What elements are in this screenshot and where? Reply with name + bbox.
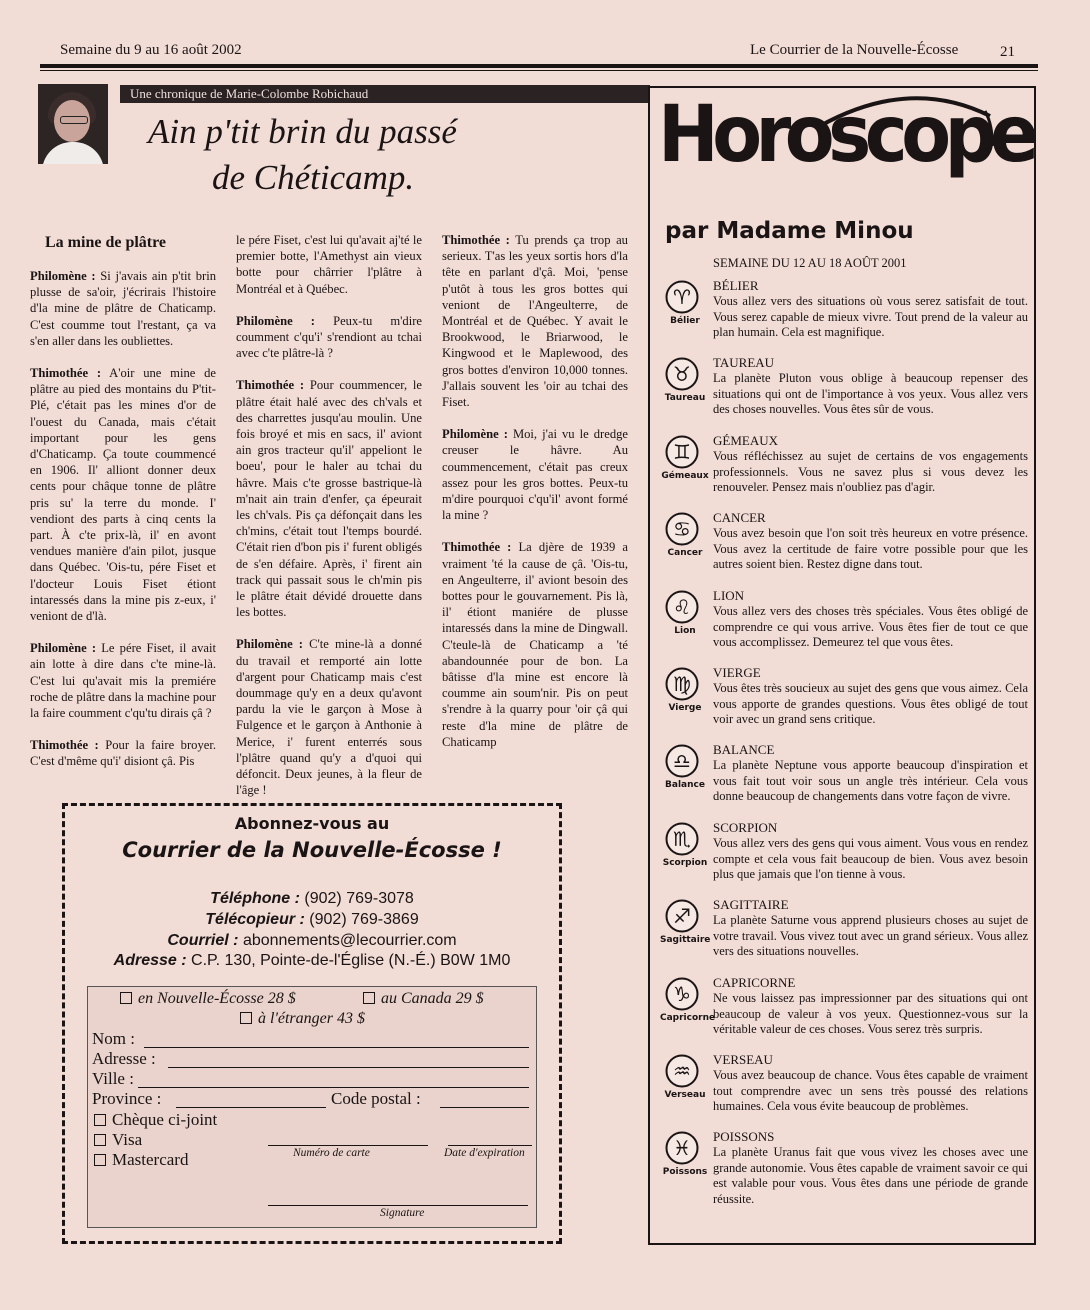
address-label: Adresse : (113, 952, 187, 969)
paragraph-text: Si j'avais ain p'tit brin plusse de sa'oir, j'écrirais l'histoire d'la mine de plâtre de Chaticamp. C'est coumme tout l'restant, ça va s'en aller dans les oubliettes. (30, 269, 217, 348)
zodiac-scorpion-icon (665, 822, 699, 856)
author-photo (38, 84, 108, 164)
sign-icon-label: Lion (674, 626, 696, 636)
speaker-name: Philomène : (236, 637, 303, 652)
sign-forecast: La planète Uranus fait que vous vivez les choses avec une grande autonomie. Vous êtes capable de vraiment savoir ce qui est valable pour vous. Vous êtes dans une période de grande réussite. (713, 1145, 1028, 1206)
speaker-name: Philomène : (30, 269, 96, 283)
card-number-caption: Numéro de carte (293, 1147, 370, 1159)
sign-name: CANCER (713, 510, 766, 525)
fax-value: (902) 769-3869 (309, 911, 419, 928)
header-rule-thin (40, 70, 1038, 71)
checkbox-icon (240, 1012, 252, 1024)
province-input[interactable] (176, 1107, 326, 1108)
speaker-name: Philomène : (442, 427, 508, 442)
sign-forecast: Vous allez vers des choses très spéciales. Vous êtes obligé de comprendre ce qui vous arrive. Vous êtes fier de tout ce que vous accomplissez. Demeurez tel que vous êtes. (713, 604, 1028, 649)
sign-name: CAPRICORNE (713, 975, 796, 990)
phone-value: (902) 769-3078 (304, 890, 414, 907)
paragraph-text: Pour coummencer, le plâtre était halé avec des ch'vals et des charrettes jusqu'au moulin. Une fois broyé et mis en sacs, il' aviont ain gros tracteur qu'il' appeliont le boeu', pour le haler au tchai du hâvre. Mais c'te grosse bastrique-là m'nait ain train d'enfer, ça épeurait les ch'vals. Pis ça défonçait dans les ch'mins, c'était tout l'temps bourdé. C'était rien d'bon pis i' furent obligés de s'en défaire. Après, i' firent ain track qui passait sous le ch'min pis le plâtre était dévidé drouette dans les bottes. (236, 378, 422, 620)
article-paragraph (442, 426, 628, 523)
article-paragraph (442, 232, 628, 410)
sign-icon-label: Sagittaire (660, 935, 711, 945)
payment-visa[interactable]: Visa (94, 1130, 142, 1150)
header-rule (40, 64, 1038, 68)
zodiac-sagittaire-icon (665, 899, 699, 933)
sign-name: POISSONS (713, 1129, 775, 1144)
paragraph-text: Moi, j'ai vu le dredge creuser le hâvre. Au coummencement, c'était pas creux assez pour les gros bottes. Peux-tu m'dire pourquoi c'qu'il' avont formé la mine ? (442, 427, 629, 523)
sign-name: VIERGE (713, 665, 761, 680)
article-paragraph (442, 539, 628, 750)
sign-name: TAUREAU (713, 355, 775, 370)
sign-name: SAGITTAIRE (713, 897, 789, 912)
email-line (65, 932, 559, 950)
page-number: 21 (1000, 44, 1015, 60)
article-paragraph (236, 636, 422, 798)
speaker-name: Thimothée : (442, 233, 510, 247)
sign-forecast: Vous avez beaucoup de chance. Vous êtes capable de vraiment tout comprendre avec un sens très poussé des relations humaines. Cela vous évite beaucoup de problèmes. (713, 1068, 1028, 1113)
postal-input[interactable] (440, 1107, 529, 1108)
expiry-input[interactable] (448, 1145, 532, 1146)
option-nouvelle-ecosse[interactable]: en Nouvelle-Écosse 28 $ (120, 990, 296, 1008)
option-canada[interactable]: au Canada 29 $ (363, 990, 484, 1008)
article-paragraph (30, 737, 216, 769)
sign-icon-label: Gémeaux (661, 471, 709, 481)
email-label: Courriel : (167, 932, 239, 949)
svg-text:♎: ♎ (673, 749, 691, 773)
sign-icon-label: Poissons (662, 1167, 708, 1177)
svg-text:♓: ♓ (673, 1136, 691, 1160)
horoscope-title: Horoscope (658, 90, 1033, 180)
chronicle-title-line2: de Chéticamp. (212, 158, 415, 197)
city-field-label: Ville : (92, 1069, 134, 1088)
province-field-label: Province : (92, 1089, 162, 1108)
sign-forecast: Vous allez vers des situations où vous serez satisfait de tout. Vous serez capable de mieux vivre. Tout prend de la valeur au plan humain. Cela est magnifique. (713, 294, 1028, 339)
sign-forecast: La planète Pluton vous oblige à beaucoup repenser des situations qui ont de l'importance à vos yeux. Vous allez vers des choses nouvelles. Vous êtes sûr de vous. (713, 371, 1028, 416)
horoscope-week: SEMAINE DU 12 AU 18 AOÛT 2001 (713, 256, 907, 270)
article-column-2 (236, 232, 422, 815)
address-value: C.P. 130, Pointe-de-l'Église (N.-É.) B0W 1M0 (191, 952, 511, 969)
signature-input[interactable] (268, 1205, 528, 1206)
horoscope-author: par Madame Minou (665, 218, 914, 244)
zodiac-capricorne-icon (665, 977, 699, 1011)
sign-forecast: Ne vous laissez pas impressionner par des situations qui ont beaucoup de valeur à vos yeux. Questionnez-vous sur la véritable valeur de ces choses. Vous serez très surpris. (713, 991, 1028, 1036)
checkbox-icon (363, 992, 375, 1004)
paragraph-text: le pére Fiset, c'est lui qu'avait aj'té le premier botte, l'Amethyst ain vieux botte pour chârrier l'plâtre à Montréal et à Québec. (236, 233, 422, 296)
zodiac-vierge-icon (665, 667, 699, 701)
zodiac-lion-icon (665, 590, 699, 624)
header-date: Semaine du 9 au 16 août 2002 (60, 42, 242, 58)
speaker-name: Thimothée : (30, 366, 102, 381)
name-field-label: Nom : (92, 1029, 135, 1048)
sign-forecast: La planète Saturne vous apprend plusieurs choses au sujet de votre travail. Vous vivez tout avec un grand sérieux. Vous allez vers des situations nouvelles. (713, 913, 1028, 958)
payment-mastercard[interactable]: Mastercard (94, 1150, 188, 1170)
article-column-3 (442, 232, 628, 766)
article-paragraph (236, 377, 422, 620)
subscription-paper-name: Courrier de la Nouvelle-Écosse ! (122, 838, 502, 862)
zodiac-bélier-icon (665, 280, 699, 314)
zodiac-poissons-icon (665, 1131, 699, 1165)
name-input[interactable] (144, 1047, 529, 1048)
paragraph-text: Peux-tu m'dire coumment c'qu'i' s'rendiont au tchai avec c'te plâtre-là ? (236, 313, 422, 361)
address-field-label: Adresse : (92, 1049, 156, 1068)
phone-label: Téléphone : (210, 890, 300, 907)
svg-text:♋: ♋ (673, 517, 691, 541)
speaker-name: Philomène : (236, 313, 315, 328)
speaker-name: Thimothée : (442, 540, 512, 555)
svg-text:♈: ♈ (673, 285, 691, 309)
checkbox-icon (120, 992, 132, 1004)
article-paragraph (236, 232, 422, 297)
checkbox-icon (94, 1134, 106, 1146)
zodiac-taureau-icon (665, 357, 699, 391)
svg-text:♒: ♒ (673, 1059, 691, 1083)
sign-name: GÉMEAUX (713, 433, 778, 448)
option-etranger[interactable]: à l'étranger 43 $ (240, 1010, 365, 1028)
sign-icon-label: Taureau (664, 393, 706, 403)
svg-text:♉: ♉ (673, 362, 691, 386)
sign-icon-label: Balance (665, 780, 705, 790)
svg-text:♌: ♌ (673, 595, 691, 619)
zodiac-cancer-icon (665, 512, 699, 546)
sign-icon-label: Capricorne (660, 1013, 716, 1023)
chronicle-title-line1: Ain p'tit brin du passé (148, 112, 457, 151)
address-input[interactable] (168, 1067, 529, 1068)
svg-text:♏: ♏ (673, 827, 691, 851)
expiry-caption: Date d'expiration (444, 1147, 525, 1159)
zodiac-verseau-icon (665, 1054, 699, 1088)
sign-name: BALANCE (713, 742, 775, 757)
sign-icon-label: Cancer (667, 548, 703, 558)
svg-text:♊: ♊ (673, 440, 691, 464)
speaker-name: Philomène : (30, 641, 97, 656)
paragraph-text: C'te mine-là a donné du travail et remporté ain lotte d'argent pour Chaticamp mais c'est doummage qu'y en a deux qu'avont pardu la vie le garçon à Mose à Fulgence et le garçon à Anthonie à Merice, i' furent enterrés sous l'plâtre quand qu'y a d'quoi qui défoncit. Deux jeunes, à la fleur de l'âge ! (236, 637, 422, 798)
sign-forecast: Vous êtes très soucieux au sujet des gens que vous aimez. Cela vous apporte de grandes questions. Vous êtes obligé de tout voir avec un grand sens critique. (713, 681, 1028, 726)
checkbox-icon (94, 1114, 106, 1126)
signature-caption: Signature (380, 1207, 425, 1219)
paragraph-text: La djère de 1939 a vraiment 'té la cause de çâ. 'Ois-tu, en Angeulterre, il' aviont besoin des bottes pour le gouvarnement. Pis là, il' étiont maniére de plusse intaressés dans la mine de Dingwall. C'teule-là de Chaticamp a 'té abandounnée pour de bon. La bâtisse d'la mine est encore là coumme ain soum'nir. Pis on peut s'rendre à la quarry pour 'oir çâ qui reste d'la mine de plâtre de Chaticamp (442, 540, 628, 749)
paragraph-text: Le pére Fiset, il avait ain lotte à dire dans c'te mine-là. C'est lui qu'avait mis la premiére roche de plâtre dans la machine pour la faire coumment c'qu'tu dirais çâ ? (30, 641, 216, 721)
article-paragraph (30, 365, 216, 624)
speaker-name: Thimothée : (236, 378, 305, 393)
sign-icon-label: Verseau (664, 1090, 706, 1100)
chronicle-byline: Une chronique de Marie-Colombe Robichaud (120, 85, 650, 103)
svg-text:♍: ♍ (673, 672, 691, 696)
svg-text:♐: ♐ (673, 904, 691, 928)
header-paper-name: Le Courrier de la Nouvelle-Écosse (750, 42, 959, 58)
paragraph-text: A'oir une mine de plâtre au pied des montains du P'tit-Plé, c'était pas les mines d'or de l'ouest du Canada, mais c'était important pour les gens d'Chaticamp. Ça toute coummencé en 1906. Il' alliont donner deux cents pour châque tonne de plâtre pris su' la terre du monde. I' vendiont des parts à cinq cents la part. À c'te prix-là, il' en avont vendues manière d'ain pilot, jusque dans Québec. 'Ois-tu, pére Fiset et l'docteur Louis Fiset étiont intaressés dans la mine pis z-eux, i' veniont de d'là. (30, 366, 216, 624)
fax-label: Télécopieur : (205, 911, 305, 928)
sign-name: BÉLIER (713, 278, 759, 293)
article-paragraph (30, 268, 216, 349)
fax-line (65, 911, 559, 929)
article-column-1 (30, 268, 216, 786)
subscription-box (62, 803, 562, 1244)
checkbox-icon (94, 1154, 106, 1166)
subscription-form (87, 986, 537, 1228)
article-paragraph (30, 640, 216, 721)
sign-name: VERSEAU (713, 1052, 773, 1067)
card-number-input[interactable] (268, 1145, 428, 1146)
sign-name: LION (713, 588, 745, 603)
speaker-name: Thimothée : (30, 738, 99, 753)
sign-forecast: La planète Neptune vous apporte beaucoup d'inspiration et vous fait tout voir sous un angle très intérieur. Cela vous donne beaucoup de changements dans votre façon de vivre. (713, 758, 1028, 803)
sign-icon-label: Scorpion (662, 858, 708, 868)
sign-name: SCORPION (713, 820, 778, 835)
payment-cheque[interactable]: Chèque ci-joint (94, 1110, 217, 1130)
section-heading: La mine de plâtre (45, 234, 167, 251)
sign-icon-label: Vierge (668, 703, 702, 713)
paragraph-text: Tu prends ça trop au serieux. T'as les yeux sortis hors d'la tête en parlant d'çâ. Moi, 'pense p'utôt à tous les gros bottes qui veniont de l'Angeulterre, de Montréal et de Québec. Y avait le Brookwood, le Briarwood, le Kingwood et le Maplewood, des gros bottes d'environ 10,000 tonnes. J'allais souvent les 'oir au tchai des Fiset. (442, 233, 628, 410)
city-input[interactable] (138, 1087, 529, 1088)
sign-icon-label: Bélier (670, 316, 700, 326)
phone-line (65, 890, 559, 908)
subscription-heading: Abonnez-vous au (234, 814, 390, 833)
zodiac-balance-icon (665, 744, 699, 778)
zodiac-gémeaux-icon (665, 435, 699, 469)
postal-field-label: Code postal : (331, 1089, 421, 1108)
address-line (65, 952, 559, 970)
sign-forecast: Vous allez vers des gens qui vous aiment. Vous vous en rendez compte et cela vous fait beaucoup de bien. Vous avez besoin plus que jamais que l'on tienne à vous. (713, 836, 1028, 881)
svg-text:♑: ♑ (673, 982, 691, 1006)
article-paragraph (236, 313, 422, 362)
sign-forecast: Vous avez besoin que l'on soit très heureux en votre présence. Vous avez la certitude de faire votre possible pour que les autres soient bien. Restez digne dans tout. (713, 526, 1028, 571)
sign-forecast: Vous réfléchissez au sujet de certains de vos engagements professionnels. Vous ne savez plus si vous devez les renouveler. Pensez mais n'oubliez pas d'agir. (713, 449, 1028, 494)
email-value: abonnements@lecourrier.com (242, 932, 457, 949)
paragraph-text: Pour la faire broyer. C'est d'même qu'i' disiont çâ. Pis (30, 738, 216, 769)
